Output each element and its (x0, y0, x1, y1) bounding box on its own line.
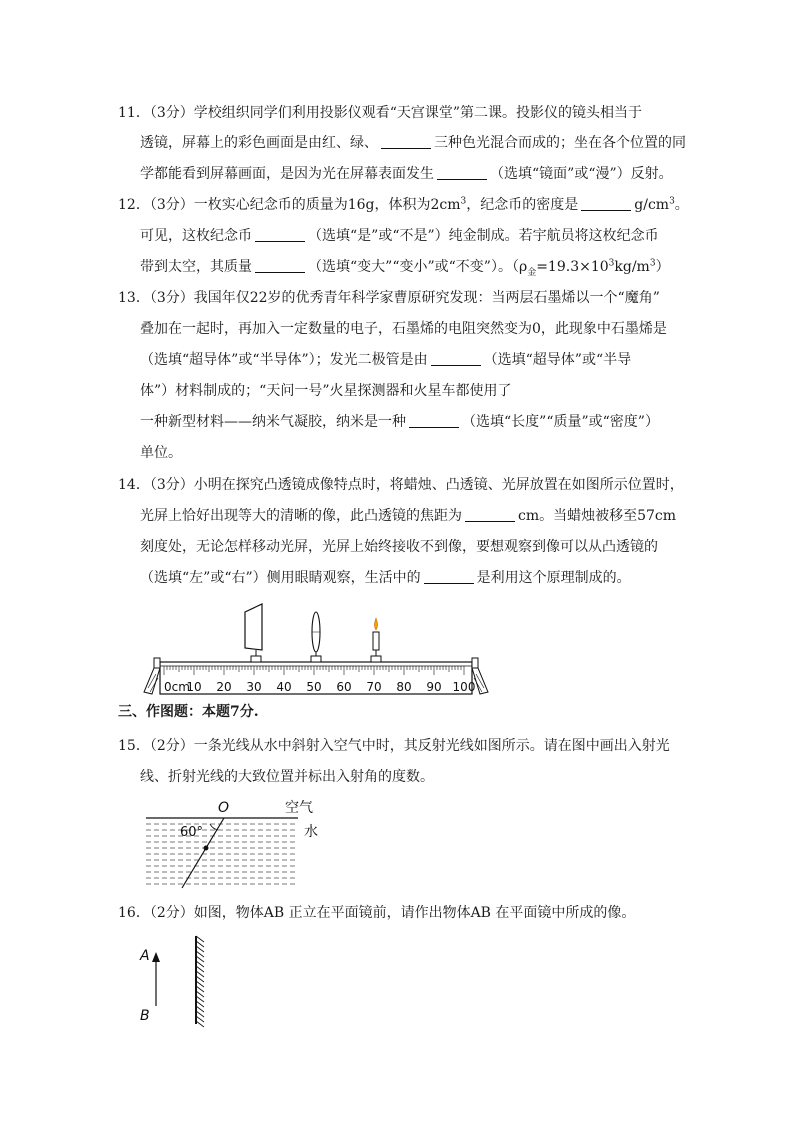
q13-text: 叠加在一起时，再加入一定数量的电子，石墨烯的电阻突然变为0，此现象中石墨烯是 (140, 321, 667, 337)
q11-text: 学都能看到屏幕画面，是因为光在屏幕表面发生 (140, 166, 434, 182)
superscript: 3 (460, 196, 467, 207)
q13-line6 (140, 444, 182, 462)
q14-text: cm。当蜡烛被移至57cm (518, 508, 677, 524)
ruler-label: 20 (216, 680, 232, 694)
superscript: 3 (649, 258, 656, 269)
q14-text: 刻度处，无论怎样移动光屏，光屏上始终接收不到像，要想观察到像可以从凸透镜的 (140, 539, 658, 555)
optical-bench-figure (138, 600, 498, 700)
q11-text: 透镜，屏幕上的彩色画面是由红、绿、 (140, 135, 378, 151)
q11-text: 11．（3分）学校组织同学们利用投影仪观看“天宫课堂”第二课。投影仪的镜头相当于 (118, 105, 643, 121)
ruler-label: 60 (336, 680, 352, 694)
q14-text: 14．（3分）小明在探究凸透镜成像特点时，将蜡烛、凸透镜、光屏放置在如图所示位置时， (118, 477, 684, 493)
answer-blank[interactable] (255, 258, 305, 273)
q11-line1 (118, 104, 642, 122)
refraction-figure (138, 796, 338, 892)
candle (371, 618, 381, 662)
q12-text: （选填“变大”“变小”或“不变”）。（ρ (308, 259, 528, 275)
answer-blank[interactable] (255, 227, 305, 242)
ruler-label: 40 (276, 680, 292, 694)
answer-blank[interactable] (581, 196, 631, 211)
ruler-label: 100 (452, 680, 476, 694)
q12-text: 带到太空，其质量 (140, 259, 252, 275)
q13-text: 13．（3分）我国年仅22岁的优秀青年科学家曹原研究发现：当两层石墨烯以一个“魔角” (118, 290, 660, 306)
q12-text: g/cm (634, 197, 670, 213)
q12-text: kg/m (614, 259, 650, 275)
mirror-hatching (196, 936, 204, 1027)
label-b: B (140, 1008, 150, 1024)
q13-line5 (140, 413, 659, 431)
q12-text: 可见，这枚纪念币 (140, 228, 252, 244)
q13-line3 (140, 351, 631, 369)
q13-text: 一种新型材料——纳米气凝胶，纳米是一种 (140, 414, 406, 430)
arrow-dot (204, 846, 209, 851)
superscript: 3 (669, 196, 675, 207)
q13-text: （选填“超导体”或“半导体”）；发光二极管是由 (140, 352, 428, 368)
q14-line4 (140, 569, 631, 587)
answer-blank[interactable] (437, 165, 487, 180)
ruler-label: 0cm (164, 680, 190, 694)
q14-line2 (140, 507, 676, 525)
q14-line3 (140, 538, 658, 556)
q12-line1 (118, 196, 689, 214)
q12-text: ，纪念币的密度是 (466, 197, 579, 213)
q12-text: 。 (674, 197, 689, 213)
ruler-label: 50 (306, 680, 322, 694)
q12-line2 (140, 227, 659, 245)
q16-text: 16．（2分）如图，物体AB 正立在平面镜前，请作出物体AB 在平面镜中所成的像。 (118, 905, 636, 921)
mirror-figure (134, 930, 224, 1030)
answer-blank[interactable] (465, 507, 515, 522)
q16-line1 (118, 904, 635, 922)
q15-line1 (118, 737, 670, 755)
ruler-label: 90 (426, 680, 442, 694)
q13-text: （选填“超导体”或“半导 (483, 352, 632, 368)
q11-line2 (140, 134, 686, 152)
q13-line1 (118, 289, 660, 307)
q15-line2 (140, 768, 434, 786)
label-a: A (140, 948, 150, 964)
q13-text: （选填“长度”“质量”或“密度”） (462, 414, 659, 430)
water-surface-hatching (146, 824, 295, 884)
superscript: 3 (608, 258, 615, 269)
ruler-label: 30 (246, 680, 262, 694)
q12-text: ） (655, 259, 670, 275)
q12-text: （选填“是”或“不是”）纯金制成。若宇航员将这枚纪念币 (308, 228, 659, 244)
q14-line1 (118, 476, 684, 494)
label-angle: 60° (180, 825, 204, 840)
answer-blank[interactable] (409, 413, 459, 428)
answer-blank[interactable] (381, 134, 431, 149)
q15-text: 线、折射光线的大致位置并标出入射角的度数。 (140, 769, 434, 785)
label-o: O (218, 800, 230, 816)
answer-blank[interactable] (424, 569, 474, 584)
q12-text: =19.3×10 (536, 259, 609, 275)
q13-line2 (140, 320, 667, 338)
label-air: 空气 (285, 800, 313, 816)
label-water: 水 (304, 824, 318, 840)
section-heading: 三、作图题：本题7分. (118, 704, 259, 720)
q12-text: 12．（3分）一枚实心纪念币的质量为16g，体积为2cm (118, 197, 461, 213)
answer-blank[interactable] (431, 351, 481, 366)
light-screen (245, 604, 262, 662)
left-bench-stand (144, 658, 160, 694)
q13-text: 体”）材料制成的；“天问一号”火星探测器和火星车都使用了 (140, 383, 512, 399)
q15-text: 15．（2分）一条光线从水中斜射入空气中时，其反射光线如图所示。请在图中画出入射光 (118, 738, 670, 754)
convex-lens (311, 612, 321, 662)
q13-text: 单位。 (140, 445, 182, 461)
subscript: 金 (527, 267, 537, 278)
ruler-label: 10 (186, 680, 202, 694)
q12-line3 (140, 258, 670, 276)
q13-line4 (140, 382, 511, 400)
arrow-head (152, 952, 160, 962)
ruler-label: 70 (366, 680, 382, 694)
q11-text: （选填“镜面”或“漫”）反射。 (490, 166, 673, 182)
ruler-label: 80 (396, 680, 412, 694)
q14-text: （选填“左”或“右”）侧用眼睛观察，生活中的 (140, 570, 421, 586)
q14-text: 是利用这个原理制成的。 (476, 570, 631, 586)
q11-line3 (140, 165, 673, 183)
q11-text: 三种色光混合而成的；坐在各个位置的同 (434, 135, 686, 151)
q14-text: 光屏上恰好出现等大的清晰的像，此凸透镜的焦距为 (140, 508, 462, 524)
